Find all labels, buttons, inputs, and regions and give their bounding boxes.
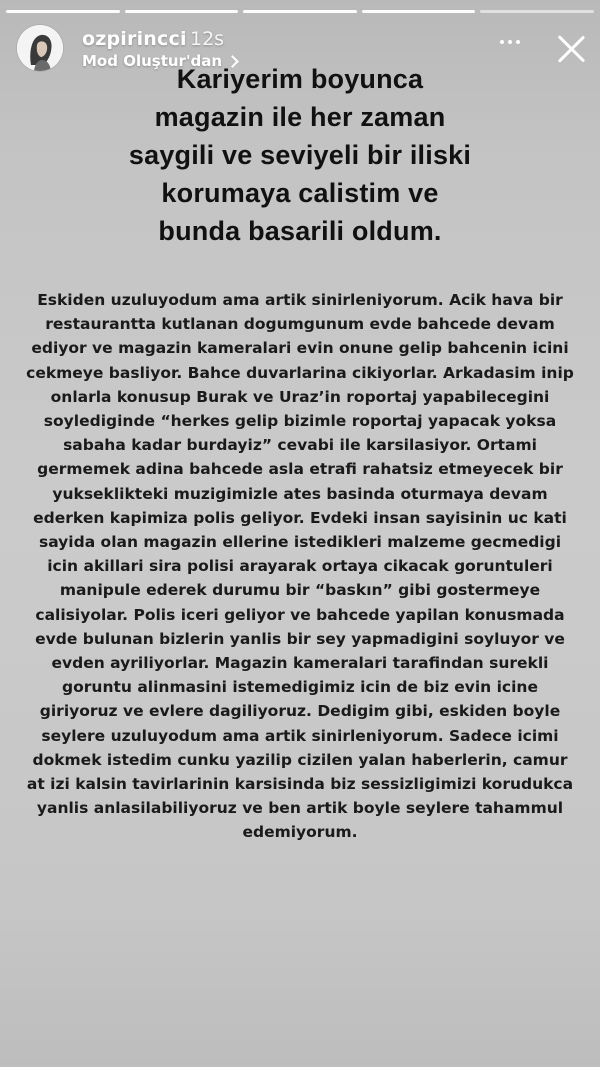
- create-mode-label: Mod Oluştur'dan: [82, 52, 223, 70]
- avatar[interactable]: [17, 25, 63, 71]
- story-progress-bar: [6, 10, 594, 13]
- dot: [500, 40, 504, 44]
- post-time: 12s: [190, 28, 225, 50]
- progress-segment: [243, 10, 357, 13]
- more-options-icon[interactable]: [500, 40, 520, 44]
- progress-segment: [362, 10, 476, 13]
- story-body-text: Eskiden uzuluyodum ama artik sinirleniyorum. Acik hava bir restaurantta kutlanan dogumgunum evde bahcede devam ediyor ve magazin kameralari evin onune gelip bahcenin icini cekmeye basliyor. Bahce duvarlarina cikiyorlar. Arkadasim inip onlarla konusup Burak ve Uraz’in roportaj yapabilecegini soylediginde “herkes gelip bizimle roportaj yapacak yoksa sabaha kadar burdayiz” cevabi ile karsilasiyor. Ortami germemek adina bahcede asla etrafi rahatsiz etmeyecek bir yukseklikteki muzigimizle ates basinda oturmaya devam ederken kapimiza polis geliyor. Evdeki insan sayisinin uc kati sayida olan magazin ellerine istedikleri malzeme gecmedigi icin akillari sira polisi arayarak ortaya cikacak goruntuleri manipule ederek durumu bir “baskın” gibi gostermeye calisiyolar. Polis iceri geliyor ve bahcede yapilan konusmada evde bulunan bizlerin yanlis bir sey yapmadigini soyluyor ve evden ayriliyorlar. Magazin kameralari tarafindan surekli goruntu alinmasini istemedigimiz icin de biz evin icine giriyoruz ve evlere dagiliyoruz. Dedigim gibi, eskiden boyle seylere uzuluyodum ama artik sinirleniyorum. Sadece icimi dokmek istedim cunku yazilip cizilen yalan haberlerin, camur at izi kalsin tavirlarinin karsisinda biz sessizligimizi korudukca yanlis anlasilabiliyoruz ve ben artik boyle seylere tahammul edemiyorum.: [26, 291, 574, 842]
- username[interactable]: ozpirincci: [82, 28, 187, 50]
- dot: [516, 40, 520, 44]
- story-headline: Kariyerim boyunca magazin ile her zaman saygili ve seviyeli bir iliski korumaya calistim ve bunda basarili oldum.: [128, 64, 472, 246]
- progress-segment: [125, 10, 239, 13]
- progress-segment: [6, 10, 120, 13]
- dot: [508, 40, 512, 44]
- progress-segment-current: [480, 10, 594, 13]
- close-icon[interactable]: [555, 33, 587, 65]
